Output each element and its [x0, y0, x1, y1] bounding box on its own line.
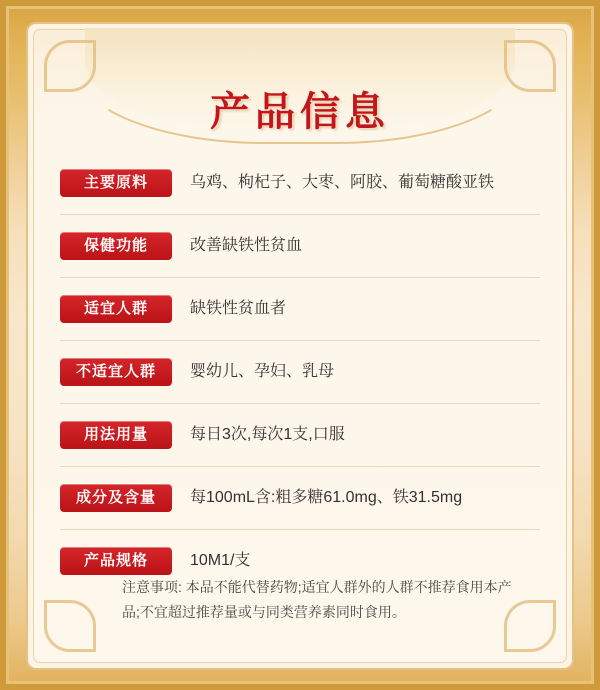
row-label-dosage: 用法用量	[60, 421, 172, 449]
table-row	[60, 341, 540, 404]
table-row	[60, 215, 540, 278]
row-value-unsuitable-group: 婴幼儿、孕妇、乳母	[190, 362, 335, 380]
table-row	[60, 278, 540, 341]
table-row	[60, 404, 540, 467]
row-value-main-ingredients: 乌鸡、枸杞子、大枣、阿胶、葡萄糖酸亚铁	[190, 173, 495, 191]
row-label-unsuitable-group: 不适宜人群	[60, 358, 172, 386]
row-value-specification: 10M1/支	[190, 551, 251, 569]
info-row-list	[60, 152, 540, 592]
row-label-specification: 产品规格	[60, 547, 172, 575]
row-label-suitable-group: 适宜人群	[60, 295, 172, 323]
precautions-text: 本品不能代替药物;适宜人群外的人群不推荐食用本产品;不宜超过推荐量或与同类营养素同时食用。	[122, 579, 512, 620]
row-label-main-ingredients: 主要原料	[60, 169, 172, 197]
precautions-label: 注意事项:	[122, 579, 182, 595]
corner-ornament-bottom-left	[44, 600, 96, 652]
row-value-composition: 每100mL含:粗多糖61.0mg、铁31.5mg	[190, 488, 463, 506]
table-row	[60, 467, 540, 530]
info-card	[26, 22, 574, 670]
row-value-health-function: 改善缺铁性贫血	[190, 236, 303, 254]
row-label-health-function: 保健功能	[60, 232, 172, 260]
row-label-composition: 成分及含量	[60, 484, 172, 512]
precautions-note	[122, 575, 526, 624]
info-card-inner	[33, 29, 567, 663]
page-title: 产品信息	[210, 88, 390, 135]
row-value-suitable-group: 缺铁性贫血者	[190, 299, 287, 317]
row-value-dosage: 每日3次,每次1支,口服	[190, 425, 345, 443]
table-row	[60, 152, 540, 215]
